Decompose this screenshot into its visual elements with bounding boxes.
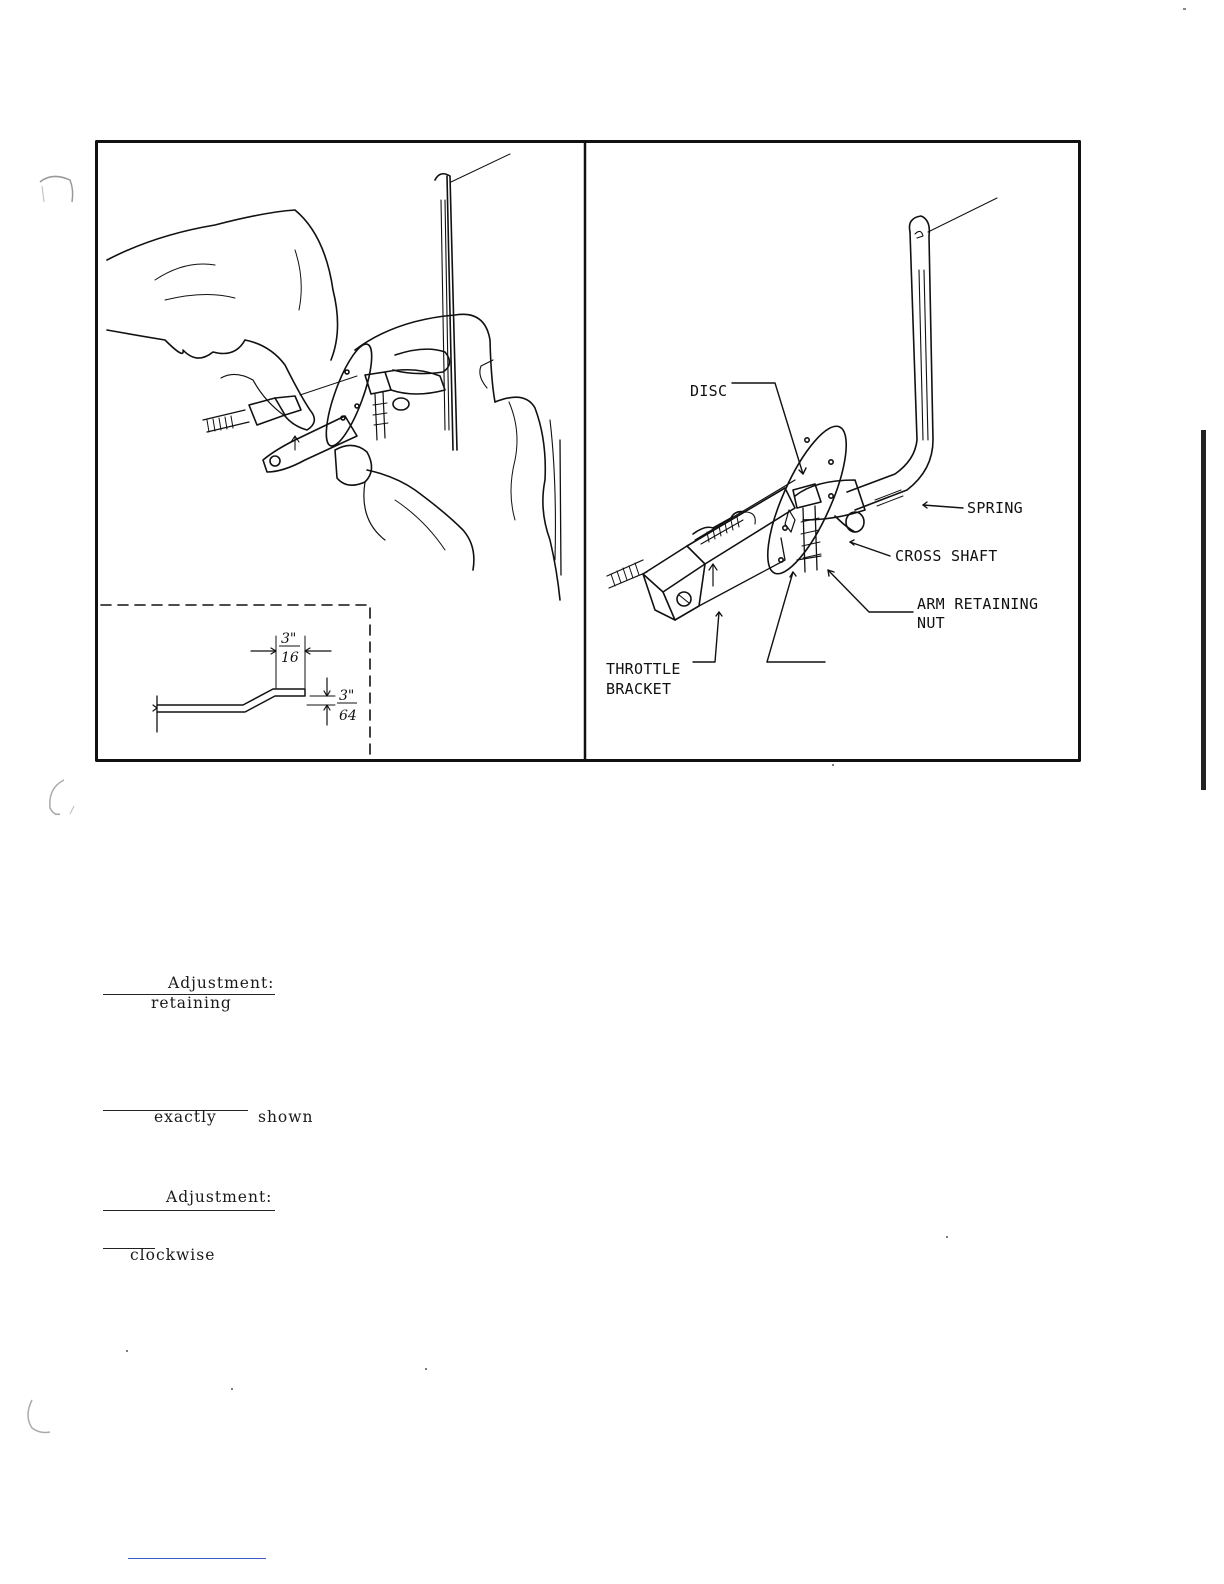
margin-mark-top	[30, 168, 90, 218]
label-nut: NUT	[917, 614, 945, 632]
illustration-figure	[95, 140, 1081, 762]
scan-speck	[425, 1368, 427, 1370]
footer-blue-rule	[128, 1558, 266, 1559]
underline-adjustment-2	[103, 1210, 275, 1211]
left-panel-drawing	[107, 154, 561, 600]
width-dim-numerator: 3"	[281, 631, 297, 647]
label-bracket: BRACKET	[606, 680, 672, 698]
scan-speck	[126, 1350, 128, 1352]
scan-speck	[946, 1236, 948, 1238]
scan-speck	[231, 1388, 233, 1390]
heading-adjustment-2: Adjustment:	[166, 1188, 273, 1206]
figure-svg	[95, 140, 1081, 762]
label-spring: SPRING	[967, 499, 1023, 517]
height-dim-denominator: 64	[339, 708, 357, 724]
inset-dimension-box	[101, 605, 370, 760]
scan-edge-bar	[1201, 430, 1206, 790]
scan-speck	[1183, 8, 1186, 10]
height-dim-numerator: 3"	[339, 688, 355, 704]
word-clockwise: clockwise	[130, 1246, 216, 1264]
label-disc: DISC	[690, 382, 728, 400]
label-arm-retaining: ARM RETAINING	[917, 595, 1039, 613]
margin-mark-bottom	[18, 1394, 68, 1444]
word-exactly: exactly	[154, 1108, 217, 1126]
scan-speck	[832, 764, 834, 766]
label-throttle: THROTTLE	[606, 660, 681, 678]
heading-adjustment-1: Adjustment:	[168, 974, 275, 992]
word-shown: shown	[258, 1108, 314, 1126]
margin-mark-middle	[30, 774, 90, 824]
right-panel-drawing	[607, 198, 997, 662]
word-retaining: retaining	[151, 994, 232, 1012]
width-dim-denominator: 16	[281, 650, 299, 666]
label-cross-shaft: CROSS SHAFT	[895, 547, 998, 565]
